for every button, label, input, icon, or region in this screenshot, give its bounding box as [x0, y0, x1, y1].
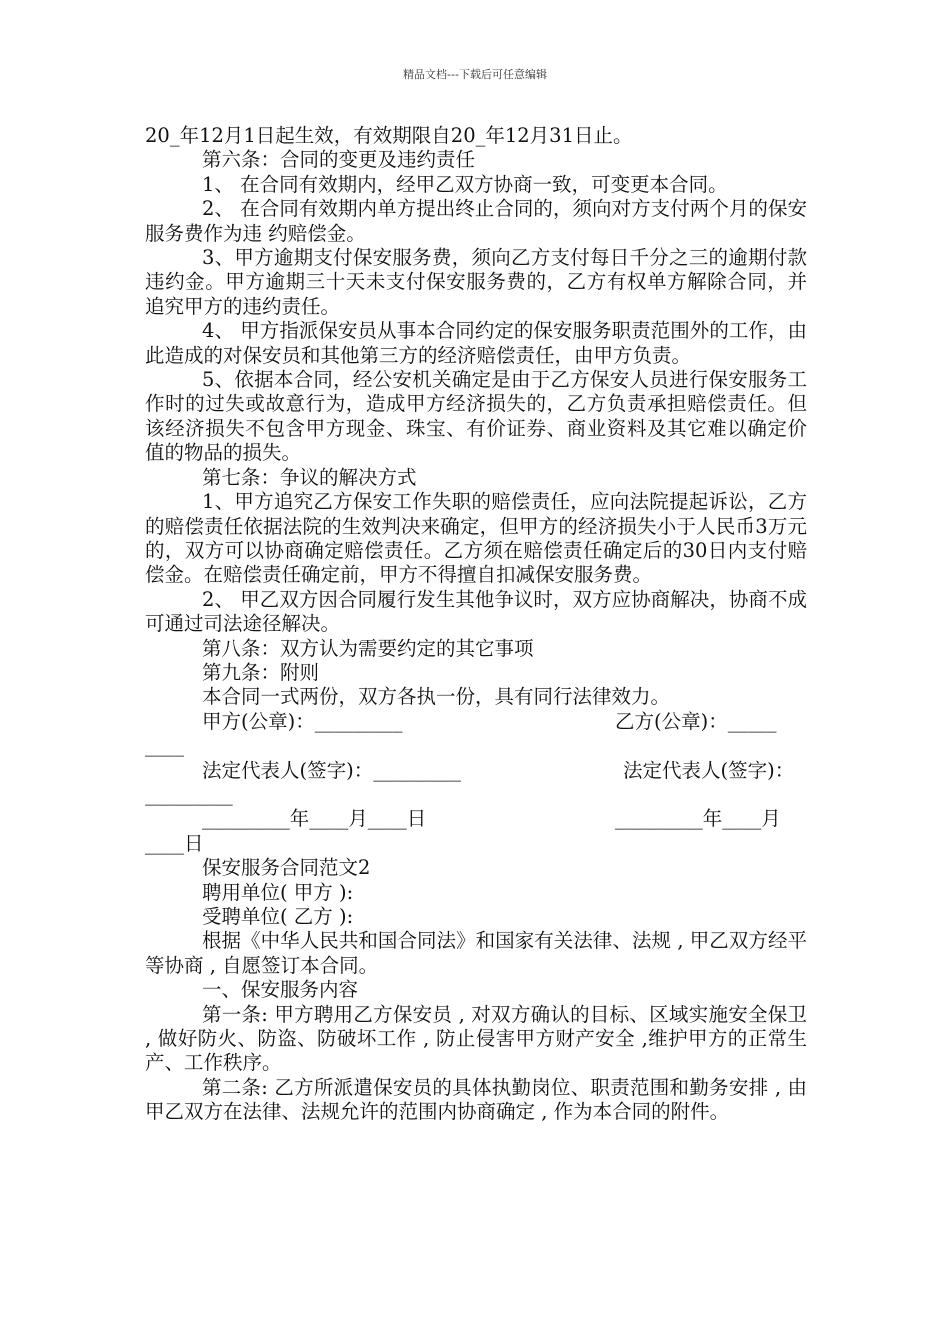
paragraph: 第一条: 甲方聘用乙方保安员 , 对双方确认的目标、区域实施安全保卫 , 做好防火、防盗、防破坏工作 , 防止侵害甲方财产安全 ,维护甲方的正常生产、工作秩序。 [145, 1002, 807, 1075]
party-a-seal: 甲方(公章)：_________ [202, 709, 403, 733]
paragraph: 3、甲方逾期支付保安服务费，须向乙方支付每日千分之三的逾期付款违约金。甲方逾期三十天未支付保安服务费的，乙方有权单方解除合同，并追究甲方的违约责任。 [145, 246, 807, 318]
party-b-seal: 乙方(公章)：_____ [615, 709, 777, 733]
article-heading: 第七条：争议的解决方式 [202, 465, 417, 489]
party-b-seal-continuation: ____ [145, 734, 184, 758]
seal-line [145, 710, 807, 734]
representative-line [145, 759, 807, 783]
party-b-representative-continuation: _________ [145, 782, 233, 806]
date-line [145, 807, 807, 831]
paragraph: 20_年12月1日起生效，有效期限自20_年12月31日止。 [145, 124, 633, 147]
paragraph: 5、依据本合同，经公安机关确定是由于乙方保安人员进行保安服务工作时的过失或故意行为，造成甲方经济损失的，乙方负责承担赔偿责任。但该经济损失不包含甲方现金、珠宝、有价证券、商业资料及其它难以确定价值的物品的损失。 [145, 368, 807, 465]
party-b-date: _________年____月 [615, 807, 781, 831]
paragraph: 2、 甲乙双方因合同履行发生其他争议时，双方应协商解决，协商不成可通过司法途径解决。 [145, 587, 807, 636]
section-heading: 一、保安服务内容 [202, 978, 359, 1002]
article-heading: 第六条：合同的变更及违约责任 [202, 148, 476, 172]
party-a-representative: 法定代表人(签字)：_________ [202, 758, 461, 782]
party-a-date: _________年____月____日 [202, 807, 427, 831]
paragraph: 1、 在合同有效期内，经甲乙双方协商一致，可变更本合同。 [202, 172, 728, 196]
paragraph: 本合同一式两份，双方各执一份，具有同行法律效力。 [202, 685, 671, 709]
page-header: 精品文档---下载后可任意编辑 [403, 68, 547, 81]
contract-body [145, 124, 807, 1125]
paragraph: 1、甲方追究乙方保安工作失职的赔偿责任，应向法院提起诉讼，乙方的赔偿责任依据法院的生效判决来确定，但甲方的经济损失小于人民币3万元的，双方可以协商确定赔偿责任。乙方须在赔偿责任确定后的30日内支付赔偿金。在赔偿责任确定前，甲方不得擅自扣减保安服务费。 [145, 490, 807, 587]
paragraph: 2、 在合同有效期内单方提出终止合同的，须向对方支付两个月的保安服务费作为违 约赔偿金。 [145, 197, 807, 245]
paragraph: 第二条: 乙方所派遣保安员的具体执勤岗位、职责范围和勤务安排 , 由甲乙双方在法律、法规允许的范围内协商确定 , 作为本合同的附件。 [145, 1075, 807, 1124]
employee-line: 受聘单位( 乙方 ): [202, 904, 354, 928]
party-b-date-continuation: ____日 [145, 831, 204, 855]
article-heading: 第九条：附则 [202, 660, 320, 684]
paragraph: 4、 甲方指派保安员从事本合同约定的保安服务职责范围外的工作，由此造成的对保安员和其他第三方的经济赔偿责任，由甲方负责。 [145, 319, 807, 367]
paragraph: 根据《中华人民共和国合同法》和国家有关法律、法规 , 甲乙双方经平等协商 , 自愿签订本合同。 [145, 929, 807, 977]
article-heading: 第八条：双方认为需要约定的其它事项 [202, 636, 534, 660]
party-b-representative: 法定代表人(签字)： [623, 758, 795, 782]
section-title: 保安服务合同范文2 [202, 856, 371, 880]
employer-line: 聘用单位( 甲方 ): [202, 880, 354, 904]
